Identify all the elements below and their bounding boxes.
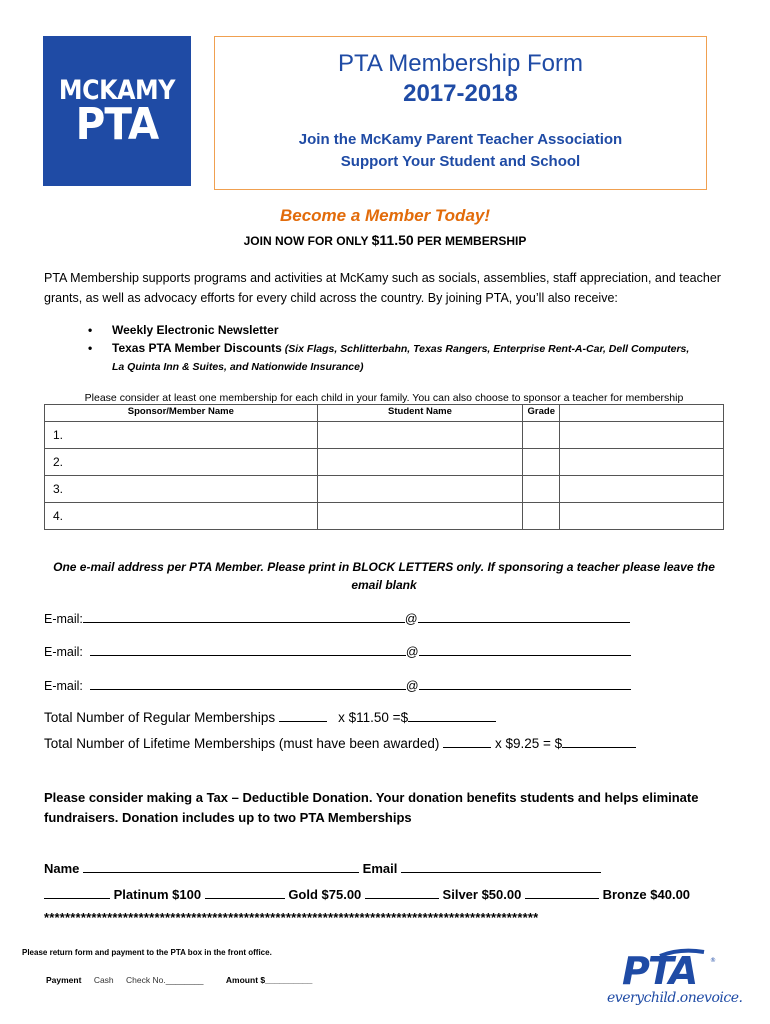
lifetime-label: Total Number of Lifetime Memberships (must have been awarded) — [44, 736, 440, 751]
extra-cell[interactable] — [560, 503, 724, 530]
email-domain-field[interactable] — [419, 677, 631, 690]
table-row — [45, 476, 724, 503]
pta-logo-mark-icon — [600, 946, 740, 992]
separator-stars: ********************************************************************************************** — [44, 910, 539, 925]
table-row — [45, 422, 724, 449]
benefit-note: (Six Flags, Schlitterbahn, Texas Rangers, Enterprise Rent-A-Car, Dell Computers, — [281, 343, 690, 355]
donation-levels — [44, 886, 690, 902]
benefit-discounts — [88, 339, 728, 358]
join-prefix: JOIN NOW FOR ONLY — [243, 234, 372, 248]
donor-email-field[interactable] — [401, 860, 601, 873]
bronze-label: Bronze $40.00 — [602, 887, 691, 902]
regular-total-field[interactable] — [408, 709, 496, 722]
extra-cell[interactable] — [560, 449, 724, 476]
grade-cell[interactable] — [523, 503, 560, 530]
membership-price: $11.50 — [371, 232, 414, 248]
col-grade: Grade — [523, 405, 560, 422]
logo-line2: PTA — [75, 99, 159, 150]
table-row — [45, 449, 724, 476]
name-label: Name — [44, 861, 80, 876]
pta-tagline: everychild.onevoice. — [607, 990, 743, 1006]
header-box — [214, 36, 707, 190]
consider-note: Please consider at least one membership for each child in your family. You can also choose to sponsor a teacher for membership — [84, 392, 684, 404]
regular-label: Total Number of Regular Memberships — [44, 710, 276, 725]
lifetime-calc: x $9.25 = $ — [494, 736, 563, 751]
platinum-checkbox-line[interactable] — [44, 886, 110, 899]
pta-national-logo — [600, 946, 743, 1016]
grade-cell[interactable] — [523, 476, 560, 503]
benefit-newsletter — [88, 321, 728, 339]
col-extra — [560, 405, 724, 422]
at-sign: @ — [405, 645, 419, 659]
donor-name-email-row — [44, 860, 601, 876]
subtitle-support: Support Your Student and School — [340, 153, 581, 170]
bullet-icon: • — [88, 323, 93, 337]
email-row-1 — [44, 610, 630, 626]
grade-cell[interactable] — [523, 422, 560, 449]
grade-cell[interactable] — [523, 449, 560, 476]
extra-cell[interactable] — [560, 476, 724, 503]
logo-line1: MCKAMY — [58, 75, 176, 106]
email-user-field[interactable] — [83, 610, 405, 623]
email-label: E-mail: — [44, 612, 83, 626]
check-number-field: Check No.________ — [126, 975, 204, 985]
benefit-label: Weekly Electronic Newsletter — [112, 323, 279, 337]
payment-label: Payment — [46, 975, 82, 985]
silver-checkbox-line[interactable] — [365, 886, 439, 899]
join-price-line — [0, 232, 770, 248]
regular-calc: x $11.50 =$ — [338, 710, 409, 725]
row-number[interactable]: 3. — [45, 476, 318, 503]
school-year: 2017-2018 — [403, 80, 518, 107]
bullet-icon: • — [88, 341, 93, 355]
email-user-field[interactable] — [90, 643, 406, 656]
lifetime-total-field[interactable] — [562, 735, 636, 748]
pta-logo-text: PTA — [622, 949, 697, 992]
benefit-note-cont: La Quinta Inn & Suites, and Nationwide Insurance) — [112, 361, 364, 373]
cash-option: Cash — [93, 975, 114, 985]
total-regular-row — [44, 709, 496, 725]
gold-label: Gold $75.00 — [288, 887, 362, 902]
email-row-2 — [44, 643, 631, 659]
at-sign: @ — [404, 612, 418, 626]
student-name-cell[interactable] — [317, 476, 523, 503]
row-number[interactable]: 1. — [45, 422, 318, 449]
become-member-heading: Become a Member Today! — [279, 206, 491, 225]
membership-description: PTA Membership supports programs and activities at McKamy such as socials, assemblies, staff appreciation, and teacher grants, as well as advocacy efforts for every child across the country. By joining PTA, you’ll also receive: — [44, 271, 721, 305]
membership-table — [44, 404, 724, 530]
platinum-label: Platinum $100 — [113, 887, 202, 902]
regular-count-field[interactable] — [279, 709, 327, 722]
email-label: Email — [362, 861, 398, 876]
col-student-name: Student Name — [317, 405, 523, 422]
silver-label: Silver $50.00 — [442, 887, 522, 902]
total-lifetime-row — [44, 735, 636, 751]
email-row-3 — [44, 677, 631, 693]
student-name-cell[interactable] — [317, 422, 523, 449]
donor-name-field[interactable] — [83, 860, 359, 873]
return-instructions: Please return form and payment to the PTA box in the front office. — [22, 948, 272, 957]
benefits-list — [88, 321, 728, 376]
student-name-cell[interactable] — [317, 503, 523, 530]
email-user-field[interactable] — [90, 677, 406, 690]
student-name-cell[interactable] — [317, 449, 523, 476]
subtitle-join: Join the McKamy Parent Teacher Association — [298, 131, 623, 148]
email-domain-field[interactable] — [419, 643, 631, 656]
at-sign: @ — [405, 679, 419, 693]
email-label: E-mail: — [44, 645, 83, 659]
gold-checkbox-line[interactable] — [205, 886, 285, 899]
col-sponsor-name: Sponsor/Member Name — [45, 405, 318, 422]
table-row — [45, 503, 724, 530]
email-instructions: One e-mail address per PTA Member. Please print in BLOCK LETTERS only. If sponsoring a teacher please leave the email blank — [53, 560, 715, 592]
svg-text:®: ® — [710, 957, 716, 964]
page-title: PTA Membership Form — [338, 50, 583, 77]
payment-row — [46, 975, 312, 985]
donation-note: Please consider making a Tax – Deductible Donation. Your donation benefits students and helps eliminate fundraisers. Donation includes up to two PTA Memberships — [44, 790, 699, 825]
row-number[interactable]: 2. — [45, 449, 318, 476]
lifetime-count-field[interactable] — [443, 735, 491, 748]
amount-field: Amount $__________ — [225, 975, 313, 985]
extra-cell[interactable] — [560, 422, 724, 449]
row-number[interactable]: 4. — [45, 503, 318, 530]
join-suffix: PER MEMBERSHIP — [413, 234, 527, 248]
email-label: E-mail: — [44, 679, 83, 693]
benefit-label: Texas PTA Member Discounts — [112, 341, 282, 355]
mckamy-pta-logo — [43, 36, 191, 186]
email-domain-field[interactable] — [418, 610, 630, 623]
bronze-checkbox-line[interactable] — [525, 886, 599, 899]
